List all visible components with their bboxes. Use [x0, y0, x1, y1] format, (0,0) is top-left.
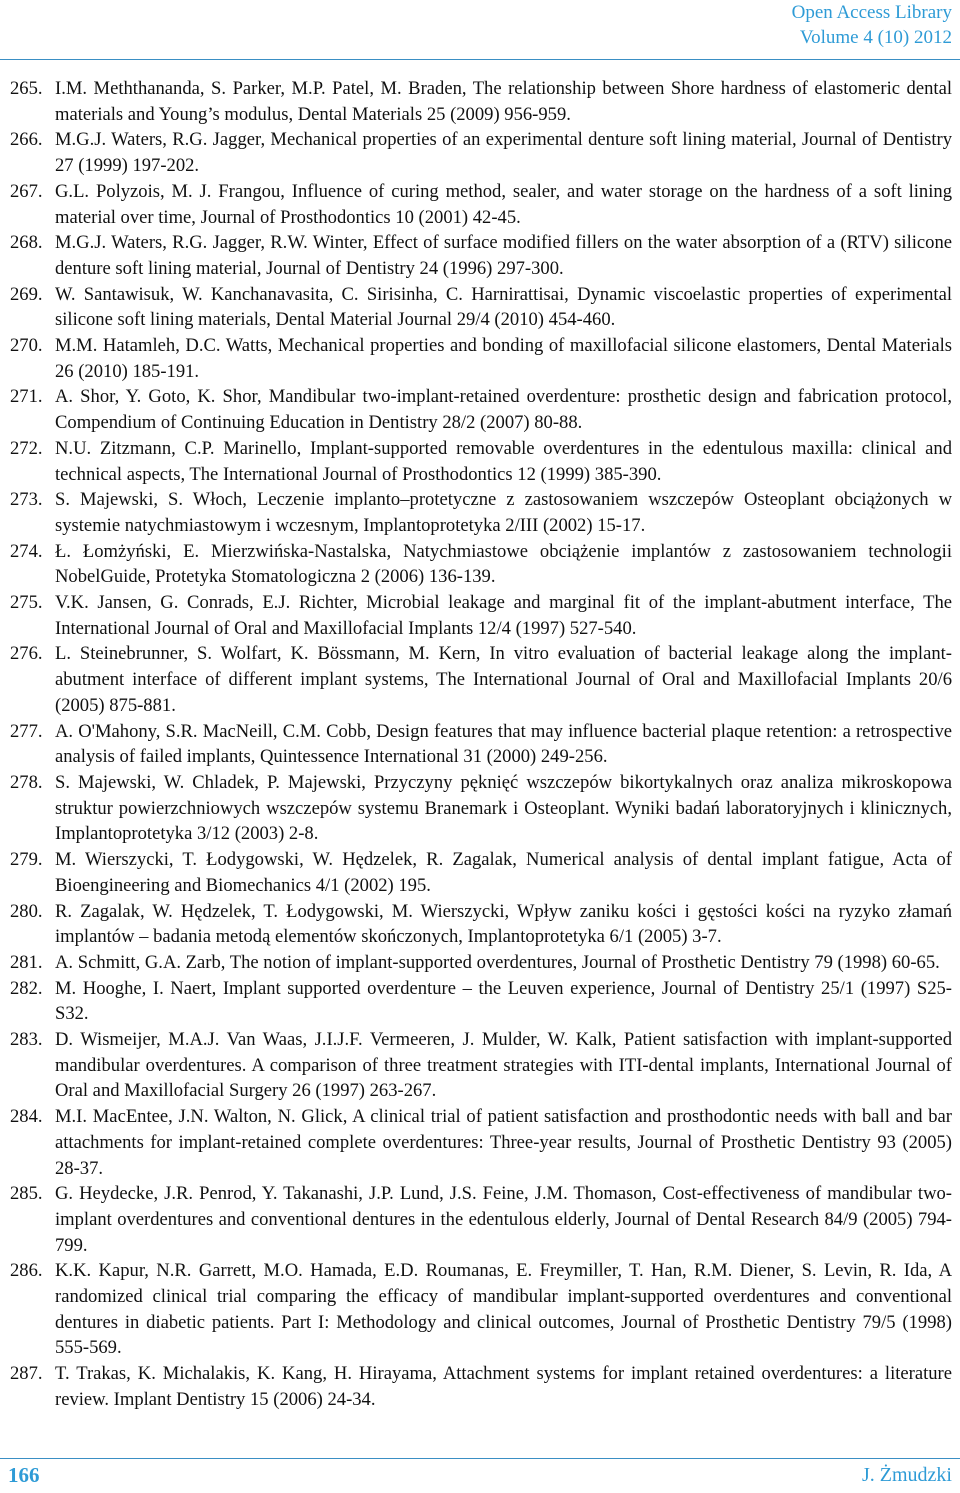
reference-item	[10, 1361, 952, 1412]
reference-item	[10, 641, 952, 718]
reference-item	[10, 384, 952, 435]
reference-item	[10, 539, 952, 590]
reference-text: A. O'Mahony, S.R. MacNeill, C.M. Cobb, Design features that may influence bacterial plaque retention: a retrospective analysis of failed implants, Quintessence International 31 (2000) 249-256.	[55, 720, 952, 768]
reference-item	[10, 487, 952, 538]
reference-item	[10, 1258, 952, 1361]
reference-item	[10, 1027, 952, 1104]
journal-name: Open Access Library	[791, 2, 952, 23]
header-divider	[0, 59, 960, 60]
reference-item	[10, 436, 952, 487]
reference-number: 266.	[10, 129, 43, 151]
reference-item	[10, 770, 952, 847]
reference-item	[10, 179, 952, 230]
reference-list	[10, 76, 952, 1413]
reference-number: 276.	[10, 643, 43, 665]
reference-text: M.M. Hatamleh, D.C. Watts, Mechanical properties and bonding of maxillofacial silicone elastomers, Dental Materials 26 (2010) 185-191.	[55, 335, 952, 382]
page-number: 166	[8, 1463, 40, 1487]
reference-number: 286.	[10, 1260, 43, 1282]
reference-number: 279.	[10, 849, 43, 871]
reference-text: Ł. Łomżyński, E. Mierzwińska-Nastalska, Natychmiastowe obciążenie implantów z zastosowaniem technologii NobelGuide, Protetyka Stomatologiczna 2 (2006) 136-139.	[55, 540, 952, 588]
reference-text: S. Majewski, S. Włoch, Leczenie implanto–protetyczne z zastosowaniem wszczepów Osteoplant obciążonych w systemie natychmiastowym i wczesnym, Implantoprotetyka 2/III (2002) 15-17.	[55, 489, 952, 536]
reference-item	[10, 1104, 952, 1181]
reference-text: K.K. Kapur, N.R. Garrett, M.O. Hamada, E.D. Roumanas, E. Freymiller, T. Han, R.M. Diener, S. Levin, R. Ida, A randomized clinical trial comparing the efficacy of mandibular implant-supported overdentures and conventional dentures in diabetic patients. Part I: Methodology and clinical outcomes, Journal of Prosthetic Dentistry 79/5 (1998) 555-569.	[55, 1260, 952, 1359]
journal-volume: Volume 4 (10) 2012	[799, 27, 952, 48]
reference-item	[10, 899, 952, 950]
reference-number: 282.	[10, 977, 43, 999]
reference-item	[10, 333, 952, 384]
reference-item	[10, 950, 952, 976]
reference-item	[10, 76, 952, 127]
reference-text: W. Santawisuk, W. Kanchanavasita, C. Sirisinha, C. Harnirattisai, Dynamic viscoelastic properties of experimental silicone soft lining materials, Dental Material Journal 29/4 (2010) 454-460.	[55, 283, 952, 331]
reference-text: M.I. MacEntee, J.N. Walton, N. Glick, A clinical trial of patient satisfaction and prosthodontic needs with ball and bar attachments for implant-retained complete overdentures: Three-year results, Journal of Prosthetic Dentistry 93 (2005) 28-37.	[55, 1106, 952, 1179]
reference-text: S. Majewski, W. Chladek, P. Majewski, Przyczyny pęknięć wszczepów bikortykalnych oraz analiza mikroskopowa struktur powierzchniowych wszczepów systemu Branemark i Osteoplant. Wyniki badań laboratoryjnych i klinicznych, Implantoprotetyka 3/12 (2003) 2-8.	[55, 771, 952, 845]
reference-number: 271.	[10, 386, 43, 408]
reference-number: 272.	[10, 437, 43, 459]
reference-number: 281.	[10, 951, 43, 973]
reference-item	[10, 1181, 952, 1258]
reference-number: 287.	[10, 1363, 43, 1385]
reference-text: V.K. Jansen, G. Conrads, E.J. Richter, Microbial leakage and marginal fit of the implant-abutment interface, The International Journal of Oral and Maxillofacial Implants 12/4 (1997) 527-540.	[55, 592, 952, 639]
reference-number: 273.	[10, 489, 43, 511]
reference-number: 274.	[10, 540, 43, 562]
reference-item	[10, 282, 952, 333]
reference-item	[10, 590, 952, 641]
page-header	[792, 0, 952, 50]
reference-number: 278.	[10, 771, 43, 793]
reference-text: G.L. Polyzois, M. J. Frangou, Influence of curing method, sealer, and water storage on the hardness of a soft lining material over time, Journal of Prosthodontics 10 (2001) 42-45.	[55, 180, 952, 228]
reference-number: 268.	[10, 232, 43, 254]
reference-text: G. Heydecke, J.R. Penrod, Y. Takanashi, J.P. Lund, J.S. Feine, J.M. Thomason, Cost-effectiveness of mandibular two-implant overdentures and conventional dentures in the edentulous elderly, Journal of Dental Research 84/9 (2005) 794-799.	[55, 1183, 952, 1256]
reference-number: 275.	[10, 592, 43, 614]
reference-text: A. Schmitt, G.A. Zarb, The notion of implant-supported overdentures, Journal of Prosthetic Dentistry 79 (1998) 60-65.	[55, 951, 940, 973]
reference-text: R. Zagalak, W. Hędzelek, T. Łodygowski, M. Wierszycki, Wpływ zaniku kości i gęstości kości na ryzyko złamań implantów – badania metodą elementów skończonych, Implantoprotetyka 6/1 (2005) 3-7.	[55, 900, 952, 948]
reference-number: 270.	[10, 335, 43, 357]
reference-text: I.M. Meththananda, S. Parker, M.P. Patel, M. Braden, The relationship between Shore hardness of elastomeric dental materials and Young’s modulus, Dental Materials 25 (2009) 956-959.	[55, 78, 952, 125]
reference-number: 267.	[10, 180, 43, 202]
reference-text: N.U. Zitzmann, C.P. Marinello, Implant-supported removable overdentures in the edentulous maxilla: clinical and technical aspects, The International Journal of Prosthodontics 12 (1999) 385-390.	[55, 437, 952, 485]
reference-item	[10, 847, 952, 898]
reference-item	[10, 719, 952, 770]
reference-item	[10, 127, 952, 178]
footer-author: J. Żmudzki	[862, 1464, 952, 1486]
reference-text: M.G.J. Waters, R.G. Jagger, R.W. Winter, Effect of surface modified fillers on the water absorption of a (RTV) silicone denture soft lining material, Journal of Dentistry 24 (1996) 297-300.	[55, 232, 952, 279]
reference-text: T. Trakas, K. Michalakis, K. Kang, H. Hirayama, Attachment systems for implant retained overdentures: a literature review. Implant Dentistry 15 (2006) 24-34.	[55, 1363, 952, 1410]
reference-item	[10, 230, 952, 281]
reference-number: 283.	[10, 1029, 43, 1051]
reference-item	[10, 976, 952, 1027]
reference-number: 280.	[10, 900, 43, 922]
reference-number: 284.	[10, 1106, 43, 1128]
reference-text: A. Shor, Y. Goto, K. Shor, Mandibular two-implant-retained overdenture: prosthetic design and fabrication protocol, Compendium of Continuing Education in Dentistry 28/2 (2007) 80-88.	[55, 386, 952, 434]
reference-text: M. Wierszycki, T. Łodygowski, W. Hędzelek, R. Zagalak, Numerical analysis of dental implant fatigue, Acta of Bioengineering and Biomechanics 4/1 (2002) 195.	[55, 849, 952, 896]
reference-number: 285.	[10, 1183, 43, 1205]
footer-divider	[0, 1458, 960, 1459]
reference-number: 269.	[10, 283, 43, 305]
reference-text: D. Wismeijer, M.A.J. Van Waas, J.I.J.F. Vermeeren, J. Mulder, W. Kalk, Patient satisfaction with implant-supported mandibular overdentures. A comparison of three treatment strategies with ITI-dental implants, International Journal of Oral and Maxillofacial Surgery 26 (1997) 263-267.	[55, 1029, 952, 1102]
reference-text: M. Hooghe, I. Naert, Implant supported overdenture – the Leuven experience, Journal of Dentistry 25/1 (1997) S25-S32.	[55, 977, 952, 1025]
reference-number: 265.	[10, 78, 43, 99]
reference-text: M.G.J. Waters, R.G. Jagger, Mechanical properties of an experimental denture soft lining material, Journal of Dentistry 27 (1999) 197-202.	[55, 129, 952, 177]
reference-text: L. Steinebrunner, S. Wolfart, K. Bössmann, M. Kern, In vitro evaluation of bacterial leakage along the implant-abutment interface of different implant systems, The International Journal of Oral and Maxillofacial Implants 20/6 (2005) 875-881.	[55, 643, 952, 716]
reference-number: 277.	[10, 720, 43, 742]
